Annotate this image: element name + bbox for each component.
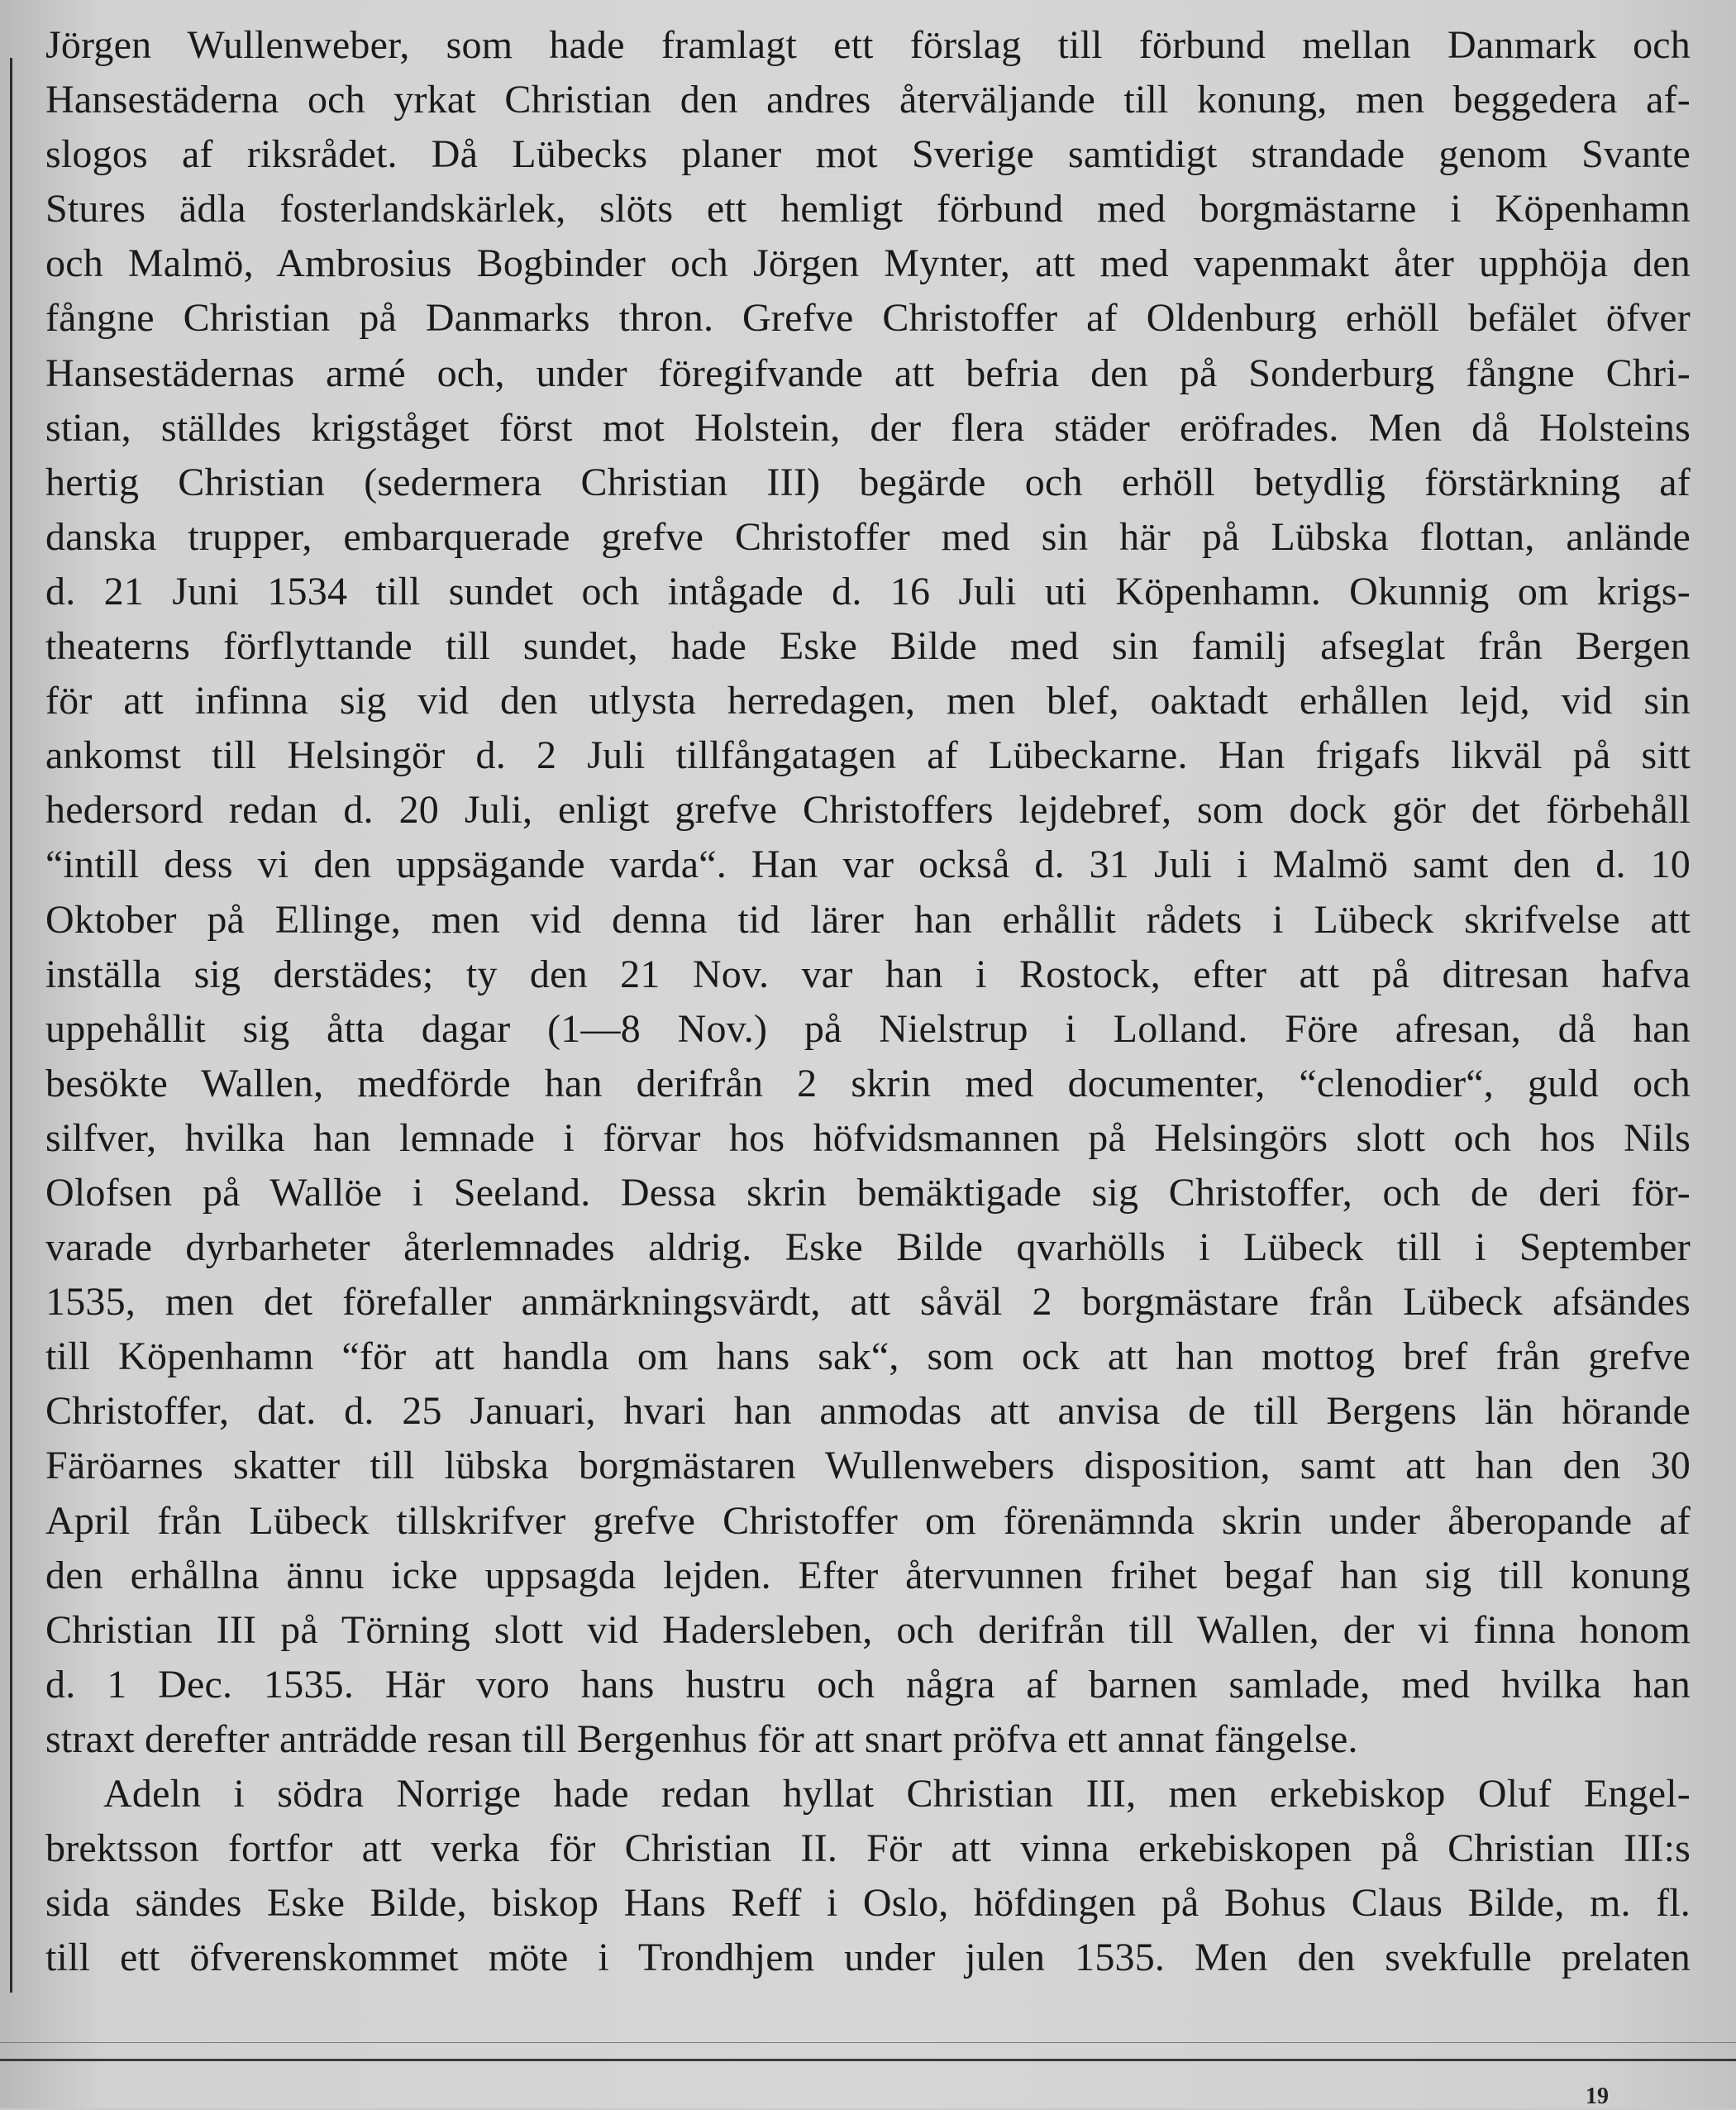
- text-line: d. 21 Juni 1534 till sundet och intågade d. 16 Juli uti Köpenhamn. Okunnig om krigs-: [45, 569, 1691, 613]
- text-line: slogos af riksrådet. Då Lübecks planer mot Sverige samtidigt strandade genom Svante: [45, 132, 1691, 177]
- text-line: silfver, hvilka han lemnade i förvar hos höfvidsmannen på Helsingörs slott och hos Nils: [45, 1115, 1691, 1160]
- text-line: besökte Wallen, medförde han derifrån 2 skrin med documenter, “clenodier“, guld och: [45, 1061, 1691, 1105]
- text-line: April från Lübeck tillskrifver grefve Christoffer om förenämnda skrin under åberopande af: [45, 1498, 1691, 1543]
- text-line: stian, ställdes krigståget först mot Holstein, der flera städer eröfrades. Men då Holsteins: [45, 405, 1691, 450]
- footer-divider-thin: [0, 2042, 1736, 2043]
- text-line: sida sändes Eske Bilde, biskop Hans Reff i Oslo, höfdingen på Bohus Claus Bilde, m. fl.: [45, 1881, 1691, 1926]
- paragraph-start-line: Adeln i södra Norrige hade redan hyllat Christian III, men erkebiskop Oluf Engel-: [103, 1772, 1691, 1816]
- text-line: danska trupper, embarquerade grefve Christoffer med sin här på Lübska flottan, anlände: [45, 514, 1691, 559]
- page-number: 19: [1586, 2084, 1609, 2109]
- text-line: theaterns förflyttande till sundet, hade Eske Bilde med sin familj afseglat från Bergen: [45, 624, 1691, 669]
- paragraph-end-line: straxt derefter anträdde resan till Bergenhus för att snart pröfva ett annat fängelse.: [45, 1716, 1358, 1761]
- text-line: Hansestädernas armé och, under föregifvande att befria den på Sonderburg fångne Chri-: [45, 351, 1691, 395]
- text-line: Christoffer, dat. d. 25 Januari, hvari han anmodas att anvisa de till Bergens län hörande: [45, 1389, 1691, 1434]
- text-line: Christian III på Törning slott vid Hadersleben, och derifrån till Wallen, der vi finna honom: [45, 1607, 1691, 1652]
- text-line: och Malmö, Ambrosius Bogbinder och Jörgen Mynter, att med vapenmakt åter upphöja den: [45, 241, 1691, 286]
- text-line: Oktober på Ellinge, men vid denna tid lärer han erhållit rådets i Lübeck skrifvelse att: [45, 897, 1691, 942]
- text-line: till Köpenhamn “för att handla om hans sak“, som ock att han mottog bref från grefve: [45, 1334, 1691, 1379]
- text-line: för att infinna sig vid den utlysta herredagen, men blef, oaktadt erhållen lejd, vid sin: [45, 679, 1691, 723]
- text-line: hertig Christian (sedermera Christian III) begärde och erhöll betydlig förstärkning af: [45, 460, 1691, 504]
- text-line: hedersord redan d. 20 Juli, enligt grefve Christoffers lejdebref, som dock gör det förbehåll: [45, 788, 1691, 833]
- text-line: den erhållna ännu icke uppsagda lejden. Efter återvunnen frihet begaf han sig till konung: [45, 1553, 1691, 1597]
- text-line: fångne Christian på Danmarks thron. Grefve Christoffer af Oldenburg erhöll befälet öfver: [45, 296, 1691, 341]
- text-line: brektsson fortfor att verka för Christian II. För att vinna erkebiskopen på Christian III:s: [45, 1826, 1691, 1871]
- text-line: uppehållit sig åtta dagar (1—8 Nov.) på Nielstrup i Lolland. Före afresan, då han: [45, 1006, 1691, 1051]
- text-line: varade dyrbarheter återlemnades aldrig. Eske Bilde qvarhölls i Lübeck till i September: [45, 1225, 1691, 1270]
- text-line: Hansestäderna och yrkat Christian den andres återväljande till konung, men beggedera af-: [45, 78, 1691, 122]
- text-line: 1535, men det förefaller anmärkningsvärdt, att såväl 2 borgmästare från Lübeck afsändes: [45, 1280, 1691, 1325]
- footer-divider: [0, 2059, 1736, 2061]
- text-line: d. 1 Dec. 1535. Här voro hans hustru och några af barnen samlade, med hvilka han: [45, 1662, 1691, 1707]
- left-margin-rule: [10, 58, 12, 1993]
- text-line: Stures ädla fosterlandskärlek, slöts ett hemligt förbund med borgmästarne i Köpenhamn: [45, 187, 1691, 232]
- text-line: till ett öfverenskommet möte i Trondhjem under julen 1535. Men den svekfulle prelaten: [45, 1936, 1691, 1980]
- text-line: “intill dess vi den uppsägande varda“. Han var också d. 31 Juli i Malmö samt den d. 10: [45, 843, 1691, 887]
- body-text: [45, 18, 1691, 1985]
- text-line: inställa sig derstädes; ty den 21 Nov. var han i Rostock, efter att på ditresan hafva: [45, 952, 1691, 996]
- text-line: Olofsen på Wallöe i Seeland. Dessa skrin bemäktigade sig Christoffer, och de deri för-: [45, 1170, 1691, 1215]
- text-line: ankomst till Helsingör d. 2 Juli tillfångatagen af Lübeckarne. Han frigafs likväl på sitt: [45, 733, 1691, 778]
- text-line: Jörgen Wullenweber, som hade framlagt ett förslag till förbund mellan Danmark och: [45, 23, 1691, 67]
- text-line: Färöarnes skatter till lübska borgmästaren Wullenwebers disposition, samt att han den 30: [45, 1444, 1691, 1488]
